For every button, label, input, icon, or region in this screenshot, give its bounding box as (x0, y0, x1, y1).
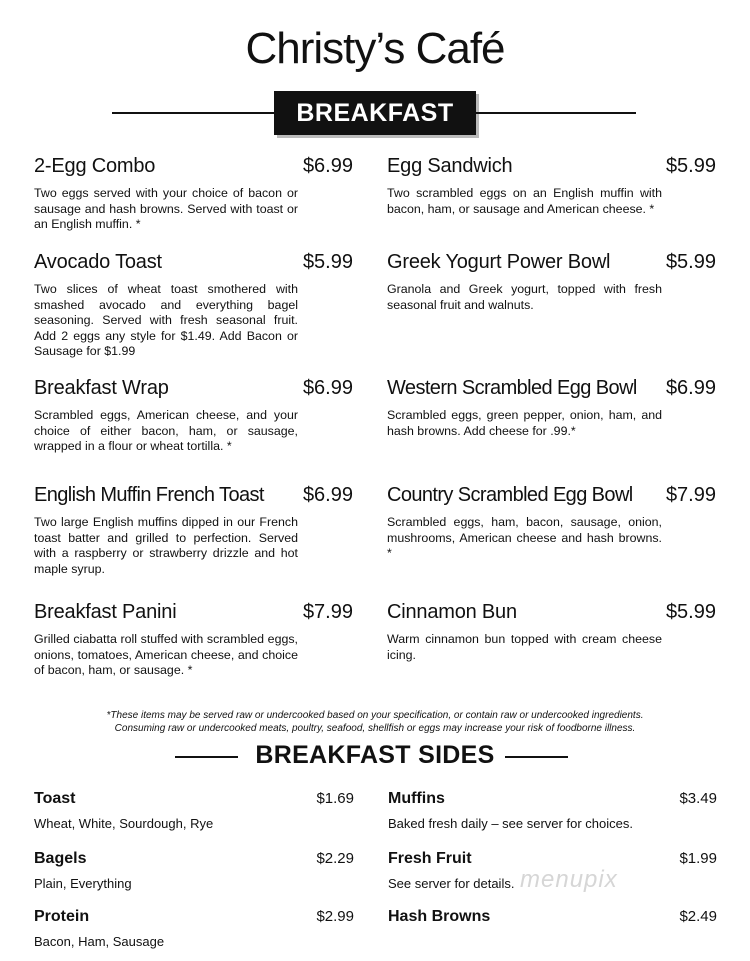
breakfast-heading: BREAKFAST (274, 91, 476, 135)
side-name: Hash Browns (388, 908, 491, 925)
item-name: Egg Sandwich (387, 155, 513, 177)
item-name: Cinnamon Bun (387, 601, 517, 623)
item-description: Two scrambled eggs on an English muffin with bacon, ham, or sausage and American cheese. * (387, 186, 662, 216)
menu-item (34, 155, 353, 233)
side-name: Toast (34, 790, 76, 807)
menu-item (387, 484, 716, 562)
menu-item (34, 484, 353, 577)
item-name: Breakfast Wrap (34, 377, 169, 399)
item-name: Western Scrambled Egg Bowl (387, 377, 637, 399)
item-price: $6.99 (302, 377, 353, 399)
side-price: $2.99 (316, 908, 354, 925)
item-price: $5.99 (665, 601, 716, 623)
side-price: $3.49 (679, 790, 717, 807)
menupix-watermark: menupix (520, 866, 618, 893)
item-description: Scrambled eggs, green pepper, onion, ham, and hash browns. Add cheese for .99.* (387, 408, 662, 438)
side-description: Baked fresh daily – see server for choices. (388, 816, 633, 831)
item-price: $7.99 (665, 484, 716, 506)
item-description: Two large English muffins dipped in our French toast batter and grilled to perfection. Served with a raspberry or strawberry drizzle and hot maple syrup. (34, 515, 298, 576)
menu-item (387, 601, 716, 663)
item-name: Greek Yogurt Power Bowl (387, 251, 611, 273)
side-price: $2.29 (316, 850, 354, 867)
side-description: See server for details. (388, 876, 515, 891)
side-price: $2.49 (679, 908, 717, 925)
item-price: $6.99 (302, 155, 353, 177)
item-name: 2-Egg Combo (34, 155, 156, 177)
item-description: Two slices of wheat toast smothered with smashed avocado and everything bagel seasoning. Served with fresh seasonal fruit. Add 2 eggs any style for $1.49. Add Bacon or Sausage for $1.99 (34, 282, 298, 359)
breakfast-rule-right (476, 112, 636, 114)
breakfast-rule-left (112, 112, 274, 114)
disclaimer-line: *These items may be served raw or undercooked based on your specification, or contain raw or undercooked ingredients. (106, 710, 644, 721)
item-description: Grilled ciabatta roll stuffed with scrambled eggs, onions, tomatoes, American cheese, and choice of bacon, ham, or sausage. * (34, 632, 298, 678)
side-name: Protein (34, 908, 90, 925)
item-name: English Muffin French Toast (34, 484, 264, 506)
item-description: Warm cinnamon bun topped with cream cheese icing. (387, 632, 662, 662)
foodborne-disclaimer (0, 709, 750, 735)
menu-item (387, 377, 716, 439)
side-description: Plain, Everything (34, 876, 132, 891)
side-item (388, 908, 717, 930)
item-name: Breakfast Panini (34, 601, 177, 623)
item-price: $6.99 (302, 484, 353, 506)
side-item (34, 790, 354, 831)
side-item (34, 908, 354, 949)
disclaimer-line: Consuming raw or undercooked meats, poultry, seafood, shellfish or eggs may increase your risk of foodborne illness. (114, 723, 636, 734)
item-price: $5.99 (665, 251, 716, 273)
side-name: Bagels (34, 850, 87, 867)
item-name: Avocado Toast (34, 251, 162, 273)
item-name: Country Scrambled Egg Bowl (387, 484, 633, 506)
side-description: Wheat, White, Sourdough, Rye (34, 816, 214, 831)
side-price: $1.69 (316, 790, 354, 807)
item-description: Two eggs served with your choice of bacon or sausage and hash browns. Served with toast or an English muffin. * (34, 186, 298, 232)
sides-rule-right (505, 756, 568, 758)
side-name: Fresh Fruit (388, 850, 472, 867)
side-item (388, 790, 717, 831)
menu-item (34, 601, 353, 679)
side-name: Muffins (388, 790, 445, 807)
menu-item (34, 377, 353, 455)
item-price: $5.99 (302, 251, 353, 273)
item-description: Scrambled eggs, American cheese, and your choice of either bacon, ham, or sausage, wrapped in a flour or wheat tortilla. * (34, 408, 298, 454)
item-price: $6.99 (665, 377, 716, 399)
item-description: Scrambled eggs, ham, bacon, sausage, onion, mushrooms, American cheese and hash browns. * (387, 515, 662, 561)
side-price: $1.99 (679, 850, 717, 867)
item-price: $5.99 (665, 155, 716, 177)
menu-item (387, 155, 716, 217)
sides-heading: BREAKFAST SIDES (255, 741, 495, 769)
cafe-title: Christy’s Café (245, 24, 505, 73)
item-price: $7.99 (302, 601, 353, 623)
item-description: Granola and Greek yogurt, topped with fresh seasonal fruit and walnuts. (387, 282, 662, 312)
side-description: Bacon, Ham, Sausage (34, 934, 165, 949)
menu-item (34, 251, 353, 360)
side-item (34, 850, 354, 891)
menu-item (387, 251, 716, 313)
